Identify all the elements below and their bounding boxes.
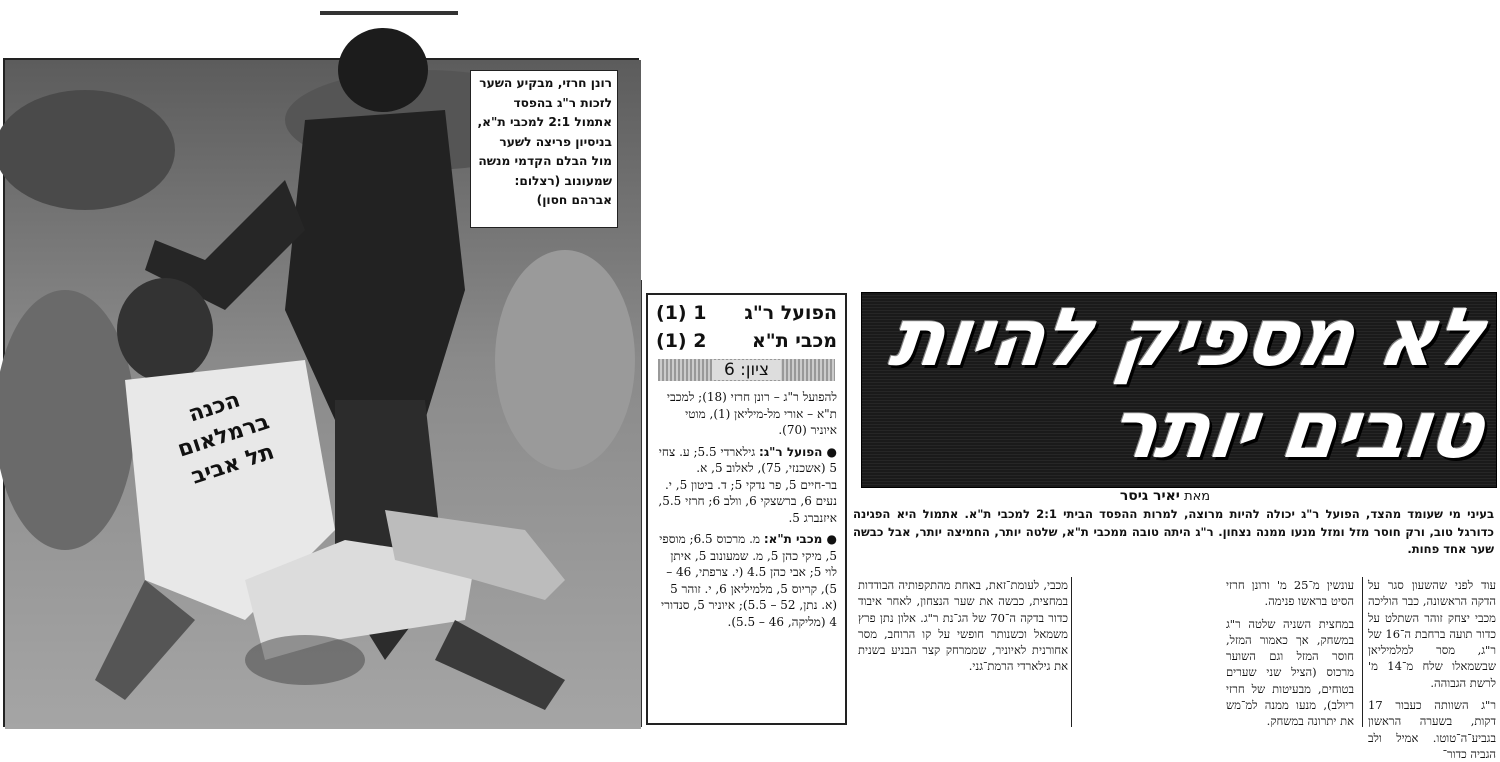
column-rule <box>1071 577 1072 727</box>
article-column-2 <box>1226 577 1354 727</box>
ramatgan-lineup <box>656 444 837 527</box>
rating-text: ציון: 6 <box>712 360 781 380</box>
maccabi-label: ● מכבי ת"א: <box>763 532 837 546</box>
column-3-paragraph-1: מכבי, לעומת־זאת, באחת מהתקפותיה הבודדות במחצית, כבשה את שער הנצחון, לאחר איבוד כדור בדקה ה־70 של הג־נת ר"ג. אלון נתן פרץ משמאל וכשנותר חופשי על קו הרוחב, מסר אחורנית לאיוניר, שממרחק קצר הבניע בשנית את גילארדי הרמת־גני. <box>858 578 1068 674</box>
column-divider <box>641 280 642 727</box>
team2-name: מכבי ת"א <box>751 330 837 352</box>
team2-score: 2 (1) <box>656 330 707 352</box>
byline <box>1060 488 1270 505</box>
byline-author: יאיר גיסר <box>1119 488 1180 504</box>
team2-score-row <box>656 327 837 355</box>
maccabi-lineup <box>656 531 837 630</box>
column-1-paragraph-1: עוד לפני שהשעון סגר על הדקה הראשונה, כבר הוליכה מכבי יצחק זוהר השתלט על כדור תועה ברחבת ה־16 של ר"ג, מסר למלמיליאן שבשמאלו שלח מ־14 מ' לרשת הגבוהה. <box>1368 578 1496 690</box>
column-1-paragraph-2: ר"ג השוותה כעבור 17 דקות, בשערה הראשון בגביע־ה־טוטו. אמיל ולב הגביה כדור־ <box>1368 698 1496 761</box>
lead-paragraph: בעיני מי שעומד מהצד, הפועל ר"ג יכולה להיות מרוצה, למרות ההפסד הביתי 2:1 למכבי ת"א. אתמול היא הפגינה כדורגל טוב, ורק חוסר מזל ומזל מנעו ממנה נצחון. ר"ג היתה טובה ממכבי ת"א, שלטה יותר, החמיצה יותר, אבל כבשה שער אחד פחות. <box>853 507 1495 556</box>
team1-score: 1 (1) <box>656 302 707 324</box>
photo-top-rule <box>320 11 458 15</box>
byline-prefix: מאת <box>1184 489 1211 504</box>
match-stats-box <box>646 293 847 725</box>
headline-line-1: לא מספיק להיות <box>884 291 1489 384</box>
article-column-3 <box>858 577 1068 727</box>
maccabi-players: מ. מרכוס 6.5; מוספי 5, מיקי כהן 5, מ. שמעונוב 5, איתן לוי 5; אבי כהן 4.5 (י. צרפתי, 46 – 5), קריוס 5, מלמיליאן 6, י. זוהר 5 (א. נתן, 52 – 5.5); איוניר 5, סנדורי 4 (מליקה, 46 – 5.5). <box>659 532 837 629</box>
column-2-paragraph-1: עונשין מ־25 מ' ורונן חרזי הסיט בראשו פנימה. <box>1226 578 1354 609</box>
headline-line-2: טובים יותר <box>1104 383 1489 476</box>
rating-bar <box>658 359 835 381</box>
team1-name: הפועל ר"ג <box>744 302 837 324</box>
photo-caption: רונן חרזי, מבקיע השער לזכות ר"ג בהפסד אתמול 2:1 למכבי ת"א, בניסיון פריצה לשער מול הבלם הקדמי מנשה שמעונוב (רצלום: אברהם חסון) <box>470 70 618 228</box>
shirt-sponsor-text: הכנה ברמלאום תל אביב <box>174 387 278 490</box>
team1-score-row <box>656 299 837 327</box>
column-rule <box>1362 577 1363 727</box>
ramatgan-label: ● הפועל ר"ג: <box>759 444 837 459</box>
article-column-1 <box>1368 577 1496 761</box>
column-2-paragraph-2: במחצית השניה שלטה ר"ג במשחק, אך כאמור המזל, חוסר המזל וגם השוער מרכוס (הציל שני שערים בטוחים, מבעיטות של חרזי ריולב), מנעו ממנה למ־מש את יתרונה במשחק. <box>1226 616 1354 729</box>
headline-banner <box>861 292 1497 488</box>
ramatgan-players: גילארדי 5.5; ע. צחי 5 (אשכנזי, 75), לאלוב 5, א. בר-חיים 5, פר נדקי 5; ד. ביטון 5, י. נעים 6, ברשצקי 6, וולב 6; חרזי 5.5, איזנברג 5. <box>658 444 837 525</box>
scorers-text: להפועל ר"ג – רונן חרזי (18); למכבי ת"א – אורי מל-מיליאן (1), מוטי איוניר (70). <box>666 390 837 437</box>
